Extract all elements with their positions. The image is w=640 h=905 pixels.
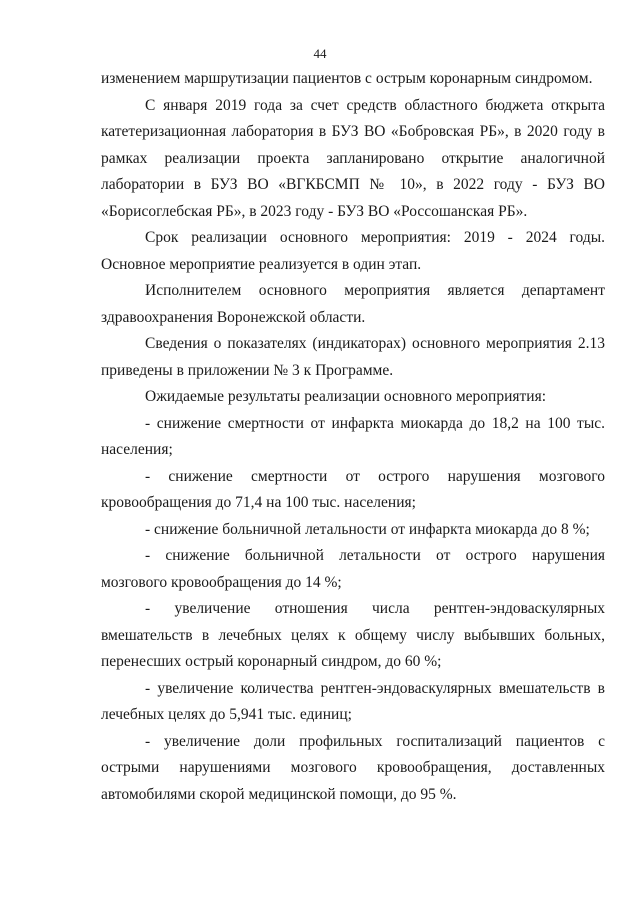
list-item: - снижение смертности от острого нарушения мозгового кровообращения до 71,4 на 100 тыс. населения; [101,467,605,511]
paragraph-continuation: изменением маршрутизации пациентов с острым коронарным синдромом. [101,70,593,87]
paragraph-executor: Исполнителем основного мероприятия является департамент здравоохранения Воронежской области. [101,282,605,326]
body-text [101,66,605,808]
list-item: - увеличение отношения числа рентген-эндоваскулярных вмешательств в лечебных целях к общему числу выбывших больных, перенесших острый коронарный синдром, до 60 %; [101,600,605,670]
list-item: - снижение больничной летальности от острого нарушения мозгового кровообращения до 14 %; [101,547,605,591]
paragraph-catheterization-labs: С января 2019 года за счет средств областного бюджета открыта катетеризационная лаборатория в БУЗ ВО «Бобровская РБ», в 2020 году в рамках реализации проекта запланировано открытие аналогичной лаборатории в БУЗ ВО «ВГКБСМП № 10», в 2022 году - БУЗ ВО «Борисоглебская РБ», в 2023 году - БУЗ ВО «Россошанская РБ». [101,96,605,220]
list-item: - увеличение доли профильных госпитализаций пациентов с острыми нарушениями мозгового кровообращения, доставленных автомобилями скорой медицинской помощи, до 95 %. [101,732,605,803]
paragraph-indicators: Сведения о показателях (индикаторах) основного мероприятия 2.13 приведены в приложении № 3 к Программе. [101,335,605,379]
page-number: 44 [313,46,327,61]
paragraph-expected-results-heading: Ожидаемые результаты реализации основного мероприятия: [145,388,547,405]
list-item: - снижение смертности от инфаркта миокарда до 18,2 на 100 тыс. населения; [101,414,605,458]
list-item: - снижение больничной летальности от инфаркта миокарда до 8 %; [145,520,590,538]
list-item: - увеличение количества рентген-эндоваскулярных вмешательств в лечебных целях до 5,941 тыс. единиц; [101,679,605,723]
paragraph-implementation-period: Срок реализации основного мероприятия: 2019 - 2024 годы. Основное мероприятие реализуется в один этап. [101,229,605,273]
